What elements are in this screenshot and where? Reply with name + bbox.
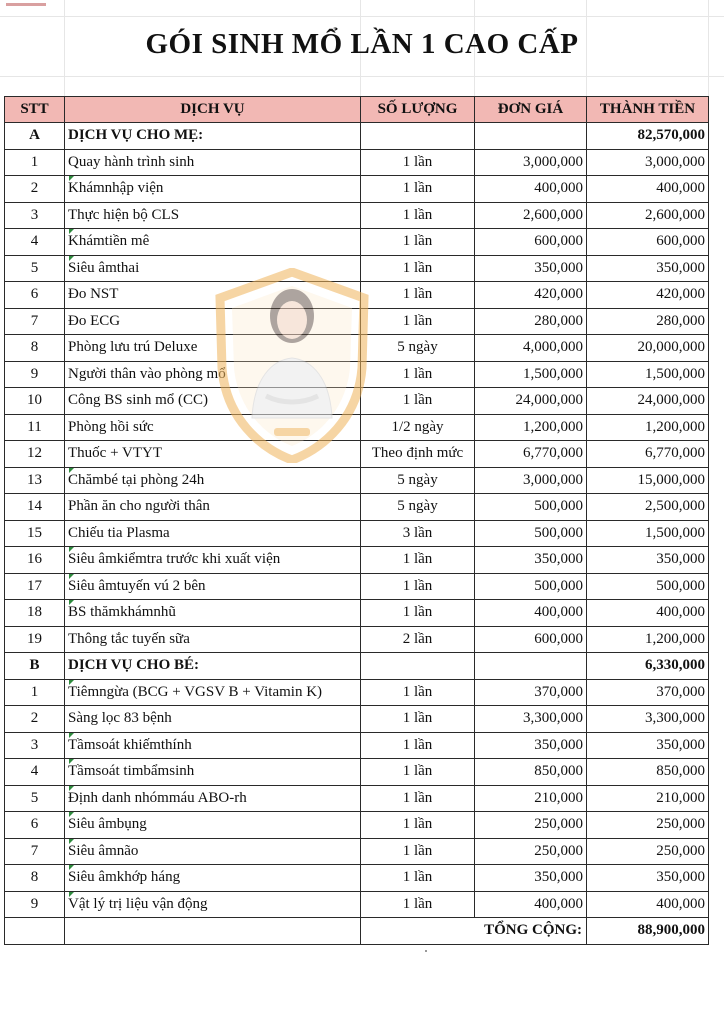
header-stt: STT (5, 97, 65, 123)
total-spacer-stt (5, 918, 65, 945)
row-amount: 600,000 (587, 229, 709, 256)
row-unit-price: 400,000 (475, 176, 587, 203)
row-quantity: 1 lần (361, 600, 475, 627)
row-stt: 14 (5, 494, 65, 521)
row-service (65, 785, 361, 812)
section-code: B (5, 653, 65, 680)
row-quantity: 1 lần (361, 573, 475, 600)
row-service-label: Siêu âmthai (68, 259, 140, 276)
row-amount: 370,000 (587, 679, 709, 706)
row-quantity: 1 lần (361, 759, 475, 786)
table-row (5, 414, 709, 441)
row-quantity: 1 lần (361, 282, 475, 309)
row-unit-price: 2,600,000 (475, 202, 587, 229)
row-amount: 420,000 (587, 282, 709, 309)
row-service (65, 202, 361, 229)
table-row (5, 732, 709, 759)
row-service-label: Sàng lọc 83 bệnh (68, 710, 172, 727)
row-unit-price: 3,300,000 (475, 706, 587, 733)
row-stt: 8 (5, 335, 65, 362)
row-quantity: 1 lần (361, 679, 475, 706)
row-service (65, 838, 361, 865)
cell-comment-indicator (69, 176, 74, 181)
section-qty-empty (361, 653, 475, 680)
row-unit-price: 350,000 (475, 255, 587, 282)
row-stt: 5 (5, 255, 65, 282)
row-service (65, 176, 361, 203)
row-service-label: Khámtiền mê (68, 233, 150, 250)
table-row (5, 176, 709, 203)
row-service-label: Thông tắc tuyến sữa (68, 630, 190, 647)
row-quantity: Theo định mức (361, 441, 475, 468)
section-qty-empty (361, 123, 475, 150)
row-amount: 350,000 (587, 865, 709, 892)
corner-mark (6, 3, 46, 6)
cell-comment-indicator (69, 680, 74, 685)
row-stt: 4 (5, 229, 65, 256)
row-amount: 350,000 (587, 732, 709, 759)
row-service (65, 865, 361, 892)
page-title: GÓI SINH MỔ LẦN 1 CAO CẤP (145, 28, 579, 60)
table-row (5, 706, 709, 733)
row-amount: 2,600,000 (587, 202, 709, 229)
row-quantity: 1 lần (361, 388, 475, 415)
row-unit-price: 1,500,000 (475, 361, 587, 388)
row-service-label: Vật lý trị liệu vận động (68, 895, 208, 912)
row-service-label: Siêu âmnão (68, 842, 139, 859)
table-row (5, 494, 709, 521)
row-stt: 1 (5, 149, 65, 176)
row-unit-price: 500,000 (475, 494, 587, 521)
section-row (5, 123, 709, 150)
row-quantity: 1 lần (361, 706, 475, 733)
row-stt: 11 (5, 414, 65, 441)
row-unit-price: 250,000 (475, 812, 587, 839)
table-row (5, 600, 709, 627)
cell-comment-indicator (69, 812, 74, 817)
section-price-empty (475, 653, 587, 680)
pricing-table (4, 96, 709, 945)
row-unit-price: 3,000,000 (475, 149, 587, 176)
row-service-label: Siêu âmtuyến vú 2 bên (68, 577, 206, 594)
row-service-label: Chiếu tia Plasma (68, 524, 170, 541)
row-amount: 3,000,000 (587, 149, 709, 176)
header-quantity: SỐ LƯỢNG (361, 97, 475, 123)
row-quantity: 5 ngày (361, 467, 475, 494)
row-amount: 850,000 (587, 759, 709, 786)
row-service (65, 812, 361, 839)
table-row (5, 573, 709, 600)
row-service-label: Siêu âmkiểmtra trước khi xuất viện (68, 551, 281, 568)
section-name: DỊCH VỤ CHO MẸ: (65, 123, 361, 150)
row-unit-price: 370,000 (475, 679, 587, 706)
row-service (65, 229, 361, 256)
row-unit-price: 4,000,000 (475, 335, 587, 362)
row-service (65, 467, 361, 494)
row-stt: 17 (5, 573, 65, 600)
table-row (5, 149, 709, 176)
row-unit-price: 3,000,000 (475, 467, 587, 494)
row-quantity: 1 lần (361, 255, 475, 282)
row-service-label: Phòng lưu trú Deluxe (68, 339, 198, 356)
table-row (5, 626, 709, 653)
row-quantity: 1 lần (361, 547, 475, 574)
section-row (5, 653, 709, 680)
table-row (5, 229, 709, 256)
table-row (5, 335, 709, 362)
row-quantity: 1 lần (361, 732, 475, 759)
row-unit-price: 500,000 (475, 520, 587, 547)
row-stt: 16 (5, 547, 65, 574)
stray-dot (425, 950, 427, 952)
row-amount: 250,000 (587, 812, 709, 839)
row-quantity: 1 lần (361, 308, 475, 335)
cell-comment-indicator (69, 256, 74, 261)
table-row (5, 467, 709, 494)
section-subtotal: 82,570,000 (587, 123, 709, 150)
row-unit-price: 350,000 (475, 732, 587, 759)
row-stt: 2 (5, 176, 65, 203)
total-value: 88,900,000 (587, 918, 709, 945)
row-amount: 1,200,000 (587, 626, 709, 653)
table-row (5, 838, 709, 865)
table-body (5, 123, 709, 918)
row-unit-price: 6,770,000 (475, 441, 587, 468)
row-service (65, 308, 361, 335)
row-amount: 1,500,000 (587, 520, 709, 547)
row-stt: 7 (5, 838, 65, 865)
table-row (5, 255, 709, 282)
row-quantity: 5 ngày (361, 494, 475, 521)
row-unit-price: 420,000 (475, 282, 587, 309)
table-row (5, 865, 709, 892)
row-service (65, 520, 361, 547)
row-service (65, 732, 361, 759)
table-row (5, 812, 709, 839)
row-service (65, 414, 361, 441)
row-stt: 10 (5, 388, 65, 415)
row-quantity: 3 lần (361, 520, 475, 547)
row-service (65, 891, 361, 918)
row-amount: 350,000 (587, 547, 709, 574)
cell-comment-indicator (69, 547, 74, 552)
row-unit-price: 24,000,000 (475, 388, 587, 415)
row-stt: 9 (5, 891, 65, 918)
row-amount: 350,000 (587, 255, 709, 282)
row-stt: 2 (5, 706, 65, 733)
row-service-label: Quay hành trình sinh (68, 153, 195, 170)
row-service (65, 361, 361, 388)
row-service-label: Định danh nhómmáu ABO-rh (68, 789, 247, 806)
section-name: DỊCH VỤ CHO BÉ: (65, 653, 361, 680)
row-service-label: Công BS sinh mổ (CC) (68, 392, 209, 409)
row-service-label: Chămbé tại phòng 24h (68, 471, 205, 488)
row-quantity: 1 lần (361, 812, 475, 839)
row-unit-price: 600,000 (475, 626, 587, 653)
row-amount: 3,300,000 (587, 706, 709, 733)
cell-comment-indicator (69, 839, 74, 844)
row-service (65, 706, 361, 733)
cell-comment-indicator (69, 759, 74, 764)
row-service-label: Tầmsoát khiếmthính (68, 736, 192, 753)
row-service-label: Tầmsoát timbẩmsinh (68, 763, 195, 780)
row-unit-price: 850,000 (475, 759, 587, 786)
row-service-label: Đo ECG (68, 312, 121, 329)
row-unit-price: 210,000 (475, 785, 587, 812)
table-header-row (5, 97, 709, 123)
table-row (5, 308, 709, 335)
table-row (5, 547, 709, 574)
row-stt: 4 (5, 759, 65, 786)
section-price-empty (475, 123, 587, 150)
row-quantity: 1 lần (361, 149, 475, 176)
row-service-label: Phòng hồi sức (68, 418, 154, 435)
row-stt: 12 (5, 441, 65, 468)
row-stt: 13 (5, 467, 65, 494)
total-spacer-service (65, 918, 361, 945)
row-service (65, 149, 361, 176)
table-row (5, 441, 709, 468)
row-service (65, 494, 361, 521)
row-stt: 19 (5, 626, 65, 653)
row-quantity: 1 lần (361, 785, 475, 812)
row-stt: 5 (5, 785, 65, 812)
row-stt: 3 (5, 202, 65, 229)
table-row (5, 361, 709, 388)
table-row (5, 785, 709, 812)
table-row (5, 759, 709, 786)
row-service (65, 388, 361, 415)
section-code: A (5, 123, 65, 150)
row-stt: 15 (5, 520, 65, 547)
row-amount: 210,000 (587, 785, 709, 812)
row-quantity: 5 ngày (361, 335, 475, 362)
row-unit-price: 350,000 (475, 547, 587, 574)
cell-comment-indicator (69, 892, 74, 897)
row-stt: 9 (5, 361, 65, 388)
row-service (65, 759, 361, 786)
row-unit-price: 400,000 (475, 600, 587, 627)
row-service-label: Tiêmngừa (BCG + VGSV B + Vitamin K) (68, 683, 323, 700)
total-spacer-qty (361, 918, 475, 945)
row-amount: 250,000 (587, 838, 709, 865)
row-service (65, 626, 361, 653)
row-quantity: 1 lần (361, 229, 475, 256)
table-row (5, 679, 709, 706)
row-stt: 6 (5, 282, 65, 309)
row-amount: 400,000 (587, 176, 709, 203)
cell-comment-indicator (69, 733, 74, 738)
row-service-label: Siêu âmbụng (68, 816, 147, 833)
row-stt: 18 (5, 600, 65, 627)
row-quantity: 1 lần (361, 838, 475, 865)
row-service-label: Người thân vào phòng mổ (68, 365, 226, 382)
row-amount: 24,000,000 (587, 388, 709, 415)
cell-comment-indicator (69, 865, 74, 870)
total-label: TỔNG CỘNG: (475, 918, 587, 945)
row-amount: 2,500,000 (587, 494, 709, 521)
section-subtotal: 6,330,000 (587, 653, 709, 680)
row-service (65, 547, 361, 574)
cell-comment-indicator (69, 468, 74, 473)
header-unit-price: ĐƠN GIÁ (475, 97, 587, 123)
row-unit-price: 400,000 (475, 891, 587, 918)
row-unit-price: 600,000 (475, 229, 587, 256)
row-unit-price: 250,000 (475, 838, 587, 865)
row-amount: 500,000 (587, 573, 709, 600)
row-service-label: Khámnhập viện (68, 180, 164, 197)
row-quantity: 1 lần (361, 891, 475, 918)
table-row (5, 202, 709, 229)
row-amount: 400,000 (587, 600, 709, 627)
row-service (65, 255, 361, 282)
row-amount: 15,000,000 (587, 467, 709, 494)
row-unit-price: 350,000 (475, 865, 587, 892)
header-service: DỊCH VỤ (65, 97, 361, 123)
row-unit-price: 280,000 (475, 308, 587, 335)
row-quantity: 1/2 ngày (361, 414, 475, 441)
row-service (65, 679, 361, 706)
row-service-label: Đo NST (68, 286, 119, 303)
row-service-label: BS thămkhámnhũ (68, 604, 176, 621)
table-row (5, 282, 709, 309)
table-row (5, 388, 709, 415)
row-unit-price: 1,200,000 (475, 414, 587, 441)
cell-comment-indicator (69, 574, 74, 579)
row-quantity: 1 lần (361, 361, 475, 388)
row-service (65, 335, 361, 362)
row-service-label: Thuốc + VTYT (68, 445, 162, 462)
row-service-label: Siêu âmkhớp háng (68, 869, 181, 886)
row-unit-price: 500,000 (475, 573, 587, 600)
row-service (65, 282, 361, 309)
row-service (65, 441, 361, 468)
table-row (5, 891, 709, 918)
cell-comment-indicator (69, 600, 74, 605)
cell-comment-indicator (69, 229, 74, 234)
row-stt: 8 (5, 865, 65, 892)
row-service (65, 573, 361, 600)
header-amount: THÀNH TIỀN (587, 97, 709, 123)
row-stt: 1 (5, 679, 65, 706)
row-service-label: Phần ăn cho người thân (68, 498, 210, 515)
total-row (5, 918, 709, 945)
row-quantity: 1 lần (361, 865, 475, 892)
row-stt: 7 (5, 308, 65, 335)
row-quantity: 2 lần (361, 626, 475, 653)
row-quantity: 1 lần (361, 202, 475, 229)
row-stt: 6 (5, 812, 65, 839)
table-row (5, 520, 709, 547)
row-stt: 3 (5, 732, 65, 759)
row-quantity: 1 lần (361, 176, 475, 203)
cell-comment-indicator (69, 786, 74, 791)
row-amount: 400,000 (587, 891, 709, 918)
row-service (65, 600, 361, 627)
row-amount: 20,000,000 (587, 335, 709, 362)
row-amount: 280,000 (587, 308, 709, 335)
row-amount: 6,770,000 (587, 441, 709, 468)
row-amount: 1,200,000 (587, 414, 709, 441)
row-service-label: Thực hiện bộ CLS (68, 206, 180, 223)
row-amount: 1,500,000 (587, 361, 709, 388)
